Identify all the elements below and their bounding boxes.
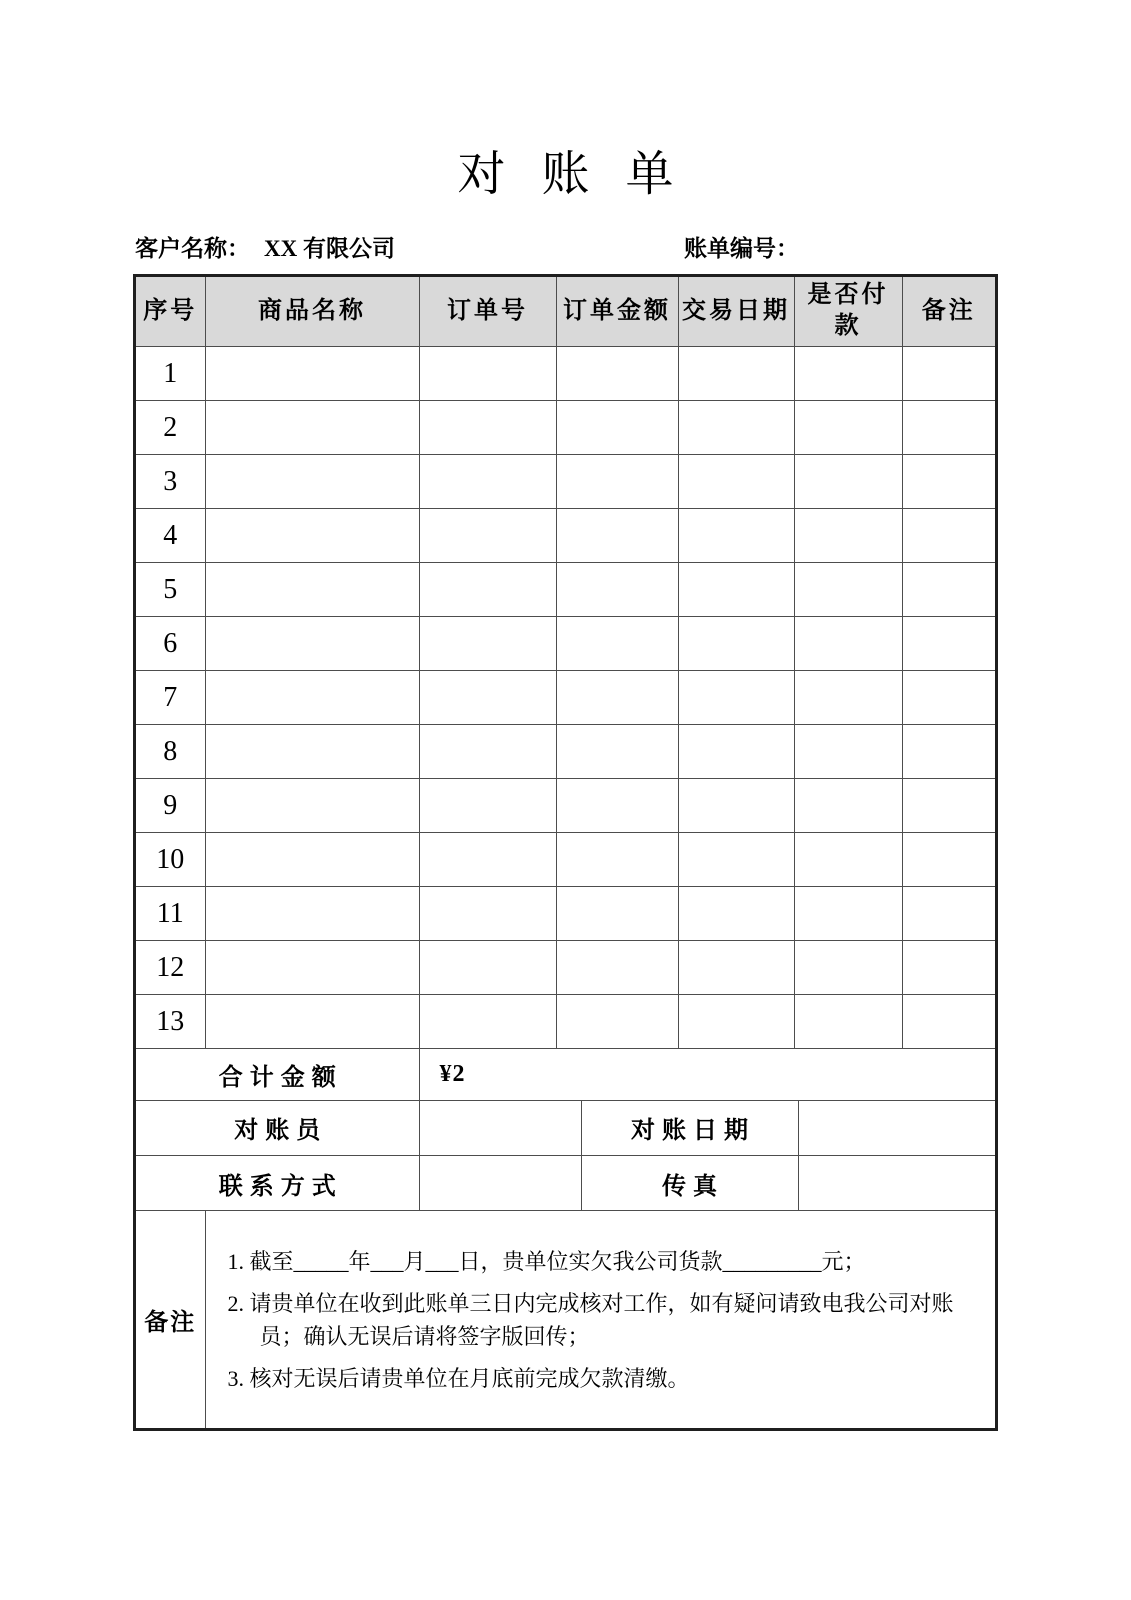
totals-row: [136, 1049, 995, 1101]
meta-rows: [136, 1101, 995, 1212]
empty-cell: [205, 995, 419, 1049]
empty-cell: [678, 725, 794, 779]
empty-cell: [556, 725, 678, 779]
empty-cell: [419, 401, 556, 455]
table-row: [136, 671, 995, 725]
row-number-cell: 12: [136, 941, 205, 995]
empty-cell: [794, 509, 902, 563]
empty-cell: [205, 779, 419, 833]
empty-cell: [205, 941, 419, 995]
page-title: 对 账 单: [457, 148, 686, 201]
empty-cell: [794, 725, 902, 779]
table-row: [136, 509, 995, 563]
empty-cell: [902, 995, 995, 1049]
empty-cell: [794, 563, 902, 617]
empty-cell: [678, 509, 794, 563]
empty-cell: [902, 617, 995, 671]
empty-cell: [419, 509, 556, 563]
empty-cell: [678, 887, 794, 941]
empty-cell: [794, 995, 902, 1049]
empty-cell: [902, 563, 995, 617]
document-content: [133, 0, 998, 1431]
column-header-date: 交易日期: [678, 277, 794, 347]
empty-cell: [794, 887, 902, 941]
table-row: [136, 833, 995, 887]
empty-cell: [678, 401, 794, 455]
empty-cell: [678, 671, 794, 725]
empty-cell: [419, 725, 556, 779]
empty-cell: [794, 941, 902, 995]
empty-cell: [419, 455, 556, 509]
empty-cell: [205, 401, 419, 455]
empty-cell: [678, 833, 794, 887]
statement-table: [133, 274, 998, 1432]
customer-value: XX 有限公司: [264, 235, 395, 261]
table-row: [136, 995, 995, 1049]
empty-cell: [205, 887, 419, 941]
empty-cell: [794, 455, 902, 509]
clerk-value: [419, 1101, 581, 1156]
empty-cell: [556, 995, 678, 1049]
remark-item: 1. 截至_____年___月___日，贵单位实欠我公司货款_________元；: [227, 1248, 866, 1274]
table-row: [136, 725, 995, 779]
contact-row: [136, 1156, 995, 1211]
row-number-cell: 10: [136, 833, 205, 887]
table-row: [136, 887, 995, 941]
remarks-section: [136, 1211, 995, 1428]
totals-value: ¥2: [419, 1049, 995, 1100]
empty-cell: [902, 887, 995, 941]
column-header-index: 序号: [136, 277, 205, 347]
empty-cell: [205, 833, 419, 887]
empty-cell: [678, 941, 794, 995]
empty-cell: [678, 563, 794, 617]
empty-cell: [556, 347, 678, 401]
empty-cell: [556, 941, 678, 995]
empty-cell: [902, 455, 995, 509]
remark-item: 3. 核对无误后请贵单位在月底前完成欠款清缴。: [227, 1365, 690, 1391]
table-row: [136, 401, 995, 455]
column-header-paid: 是否付款: [794, 277, 902, 347]
empty-cell: [794, 401, 902, 455]
row-number-cell: 4: [136, 509, 205, 563]
empty-cell: [419, 617, 556, 671]
column-header-amount: 订单金额: [556, 277, 678, 347]
empty-cell: [556, 401, 678, 455]
row-number-cell: 7: [136, 671, 205, 725]
empty-cell: [556, 617, 678, 671]
clerk-row: [136, 1101, 995, 1156]
info-row: [133, 230, 998, 262]
empty-cell: [205, 563, 419, 617]
contact-value: [419, 1156, 581, 1211]
reconcile-date-value: [798, 1101, 995, 1156]
empty-cell: [902, 509, 995, 563]
table-row: [136, 779, 995, 833]
row-number-cell: 13: [136, 995, 205, 1049]
empty-cell: [419, 671, 556, 725]
empty-cell: [556, 563, 678, 617]
empty-cell: [794, 617, 902, 671]
empty-cell: [678, 617, 794, 671]
row-number-cell: 2: [136, 401, 205, 455]
remark-item: 2. 请贵单位在收到此账单三日内完成核对工作，如有疑问请致电我公司对账员；确认无误后请将签字版回传；: [227, 1290, 954, 1349]
totals-label: 合计金额: [136, 1049, 419, 1100]
empty-cell: [794, 779, 902, 833]
column-header-product: 商品名称: [205, 277, 419, 347]
row-number-cell: 5: [136, 563, 205, 617]
bill-number-field: [684, 230, 799, 263]
table-row: [136, 455, 995, 509]
table-row: [136, 617, 995, 671]
empty-cell: [556, 455, 678, 509]
customer-label: 客户名称：: [135, 235, 250, 261]
empty-cell: [205, 617, 419, 671]
table-row: [136, 347, 995, 401]
empty-cell: [902, 779, 995, 833]
empty-cell: [419, 887, 556, 941]
empty-cell: [419, 833, 556, 887]
empty-cell: [678, 779, 794, 833]
fax-value: [798, 1156, 995, 1211]
empty-cell: [205, 671, 419, 725]
empty-cell: [556, 779, 678, 833]
row-number-cell: 9: [136, 779, 205, 833]
reconcile-date-label: 对账日期: [581, 1101, 798, 1156]
empty-cell: [419, 563, 556, 617]
empty-cell: [205, 455, 419, 509]
empty-cell: [902, 401, 995, 455]
empty-cell: [556, 833, 678, 887]
empty-cell: [794, 671, 902, 725]
clerk-label: 对账员: [136, 1101, 419, 1156]
empty-cell: [902, 347, 995, 401]
header-row: [136, 277, 995, 347]
bill-number-label: 账单编号：: [684, 235, 799, 261]
remarks-body: [205, 1211, 995, 1428]
items-table: [136, 277, 995, 1050]
empty-cell: [902, 671, 995, 725]
empty-cell: [902, 725, 995, 779]
fax-label: 传真: [581, 1156, 798, 1211]
empty-cell: [556, 671, 678, 725]
contact-label: 联系方式: [136, 1156, 419, 1211]
empty-cell: [419, 347, 556, 401]
row-number-cell: 3: [136, 455, 205, 509]
remarks-label: 备注: [136, 1211, 205, 1428]
row-number-cell: 6: [136, 617, 205, 671]
empty-cell: [205, 725, 419, 779]
empty-cell: [419, 995, 556, 1049]
table-row: [136, 563, 995, 617]
customer-field: [135, 230, 395, 263]
column-header-remarks: 备注: [902, 277, 995, 347]
empty-cell: [556, 887, 678, 941]
empty-cell: [902, 833, 995, 887]
empty-cell: [419, 941, 556, 995]
table-row: [136, 941, 995, 995]
empty-cell: [205, 509, 419, 563]
empty-cell: [678, 347, 794, 401]
empty-cell: [794, 347, 902, 401]
empty-cell: [556, 509, 678, 563]
empty-cell: [678, 455, 794, 509]
empty-cell: [419, 779, 556, 833]
empty-cell: [205, 347, 419, 401]
column-header-order-no: 订单号: [419, 277, 556, 347]
row-number-cell: 11: [136, 887, 205, 941]
row-number-cell: 1: [136, 347, 205, 401]
row-number-cell: 8: [136, 725, 205, 779]
empty-cell: [902, 941, 995, 995]
empty-cell: [678, 995, 794, 1049]
empty-cell: [794, 833, 902, 887]
